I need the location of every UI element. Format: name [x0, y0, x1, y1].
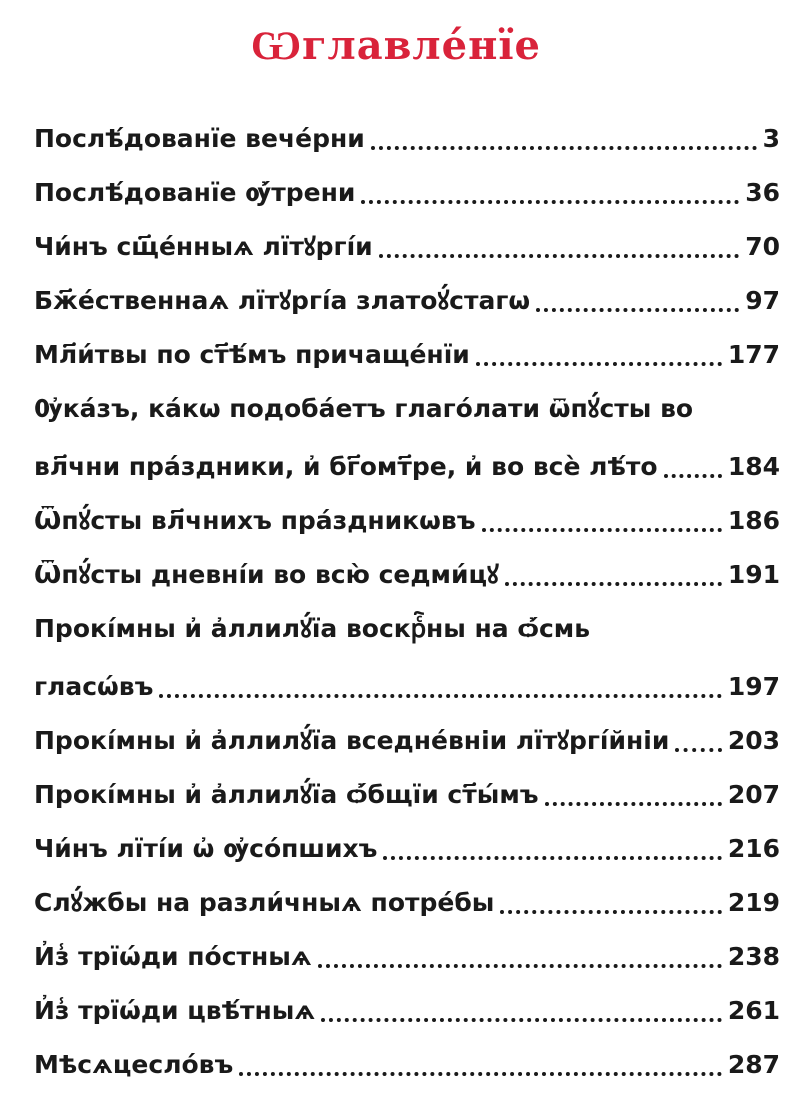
toc-entry-title-line2: гласѡ́въ	[34, 672, 154, 701]
toc-page-number: 97	[745, 286, 780, 315]
toc-entry[interactable]	[34, 382, 780, 494]
toc-entry-title: Мѣсѧцесло́въ	[34, 1050, 234, 1079]
toc-entry[interactable]	[34, 714, 780, 768]
toc-entry[interactable]	[34, 876, 780, 930]
toc-entry-title: Прокі́мны и҆ а҆ллилꙋ́їа вседне́вніи лїтꙋргі́йніи	[34, 726, 670, 755]
dot-leader	[318, 964, 722, 968]
toc-entry-title: И҆з̾ трїѡ́ди по́стныѧ	[34, 942, 312, 971]
toc-entry-title: Ѿпꙋ́сты дневні́и во всю̀ седми́цꙋ	[34, 560, 499, 589]
toc-page-number: 177	[727, 340, 780, 369]
toc-entry-title: Чи́нъ лїті́и ѡ҆ ѹ҆со́пшихъ	[34, 834, 378, 863]
toc-page-number: 219	[727, 888, 780, 917]
dot-leader	[159, 694, 721, 698]
toc-page-number: 203	[727, 726, 780, 755]
toc-entry[interactable]	[34, 166, 780, 220]
toc-entry-title-line2: вл҃чни пра́здники, и҆ бг҃омт҃ре, и҆ во всѐ лѣ́то	[34, 452, 658, 481]
toc-entry-title: Послѣ́дованїе вече́рни	[34, 124, 365, 153]
toc-page-number: 191	[727, 560, 780, 589]
toc-entry[interactable]	[34, 328, 780, 382]
toc-entry-title: Послѣ́дованїе ѹ҆́трени	[34, 178, 356, 207]
toc-page-number: 186	[727, 506, 780, 535]
toc-entry-title: Слꙋ́жбы на разли́чныѧ потре́бы	[34, 888, 495, 917]
toc-page-number: 287	[727, 1050, 780, 1079]
toc-entry-title: Мл҃и́твы по ст҃ѣ́мъ причаще́нїи	[34, 340, 470, 369]
dot-leader	[675, 748, 721, 752]
dot-leader	[505, 582, 722, 586]
dot-leader	[664, 474, 722, 478]
toc-entry[interactable]	[34, 602, 780, 714]
toc-entry-title-line1: Ѹ҆ка́зъ, ка́кѡ подоба́етъ глаго́лати ѿпꙋ́сты во	[34, 394, 694, 423]
toc-page-number: 238	[727, 942, 780, 971]
toc-entry[interactable]	[34, 984, 780, 1038]
dot-leader	[536, 308, 739, 312]
toc-entry[interactable]	[34, 494, 780, 548]
table-of-contents	[34, 112, 780, 1092]
toc-entry[interactable]	[34, 548, 780, 602]
toc-page-number: 207	[727, 780, 780, 809]
toc-page-number: 216	[727, 834, 780, 863]
toc-page-number: 3	[762, 124, 780, 153]
toc-entry-title: Ѿпꙋ́сты вл҃чнихъ пра́здникѡвъ	[34, 506, 476, 535]
toc-entry-title: Прокі́мны и҆ а҆ллилꙋ́їа ѻ҆́бщїи ст҃ы́мъ	[34, 780, 539, 809]
toc-page-number: 261	[727, 996, 780, 1025]
toc-entry-title-line1: Прокі́мны и҆ а҆ллилꙋ́їа воскрⷭ҇ны на ѻ҆́смь	[34, 614, 591, 643]
toc-page-number: 36	[745, 178, 780, 207]
toc-entry-title: И҆з̾ трїѡ́ди цвѣ́тныѧ	[34, 996, 316, 1025]
dot-leader	[500, 910, 721, 914]
toc-page-number: 70	[745, 232, 780, 261]
dot-leader	[379, 254, 740, 258]
toc-page-number: 197	[727, 672, 780, 701]
toc-entry[interactable]	[34, 1038, 780, 1092]
toc-entry[interactable]	[34, 822, 780, 876]
dot-leader	[239, 1072, 722, 1076]
dot-leader	[321, 1018, 722, 1022]
toc-entry[interactable]	[34, 220, 780, 274]
toc-entry-title: Чи́нъ сщ҃е́нныѧ лїтꙋргі́и	[34, 232, 373, 261]
dot-leader	[383, 856, 721, 860]
toc-entry-title: Бж҃е́ственнаѧ лїтꙋргі́а златоꙋ́стагѡ	[34, 286, 531, 315]
dot-leader	[545, 802, 722, 806]
toc-entry[interactable]	[34, 112, 780, 166]
dot-leader	[482, 528, 722, 532]
dot-leader	[361, 200, 739, 204]
page-title: Ѡглавле́нїе	[250, 22, 542, 69]
toc-page-number: 184	[727, 452, 780, 481]
dot-leader	[371, 146, 757, 150]
toc-entry[interactable]	[34, 930, 780, 984]
toc-entry[interactable]	[34, 768, 780, 822]
dot-leader	[476, 362, 722, 366]
toc-entry[interactable]	[34, 274, 780, 328]
